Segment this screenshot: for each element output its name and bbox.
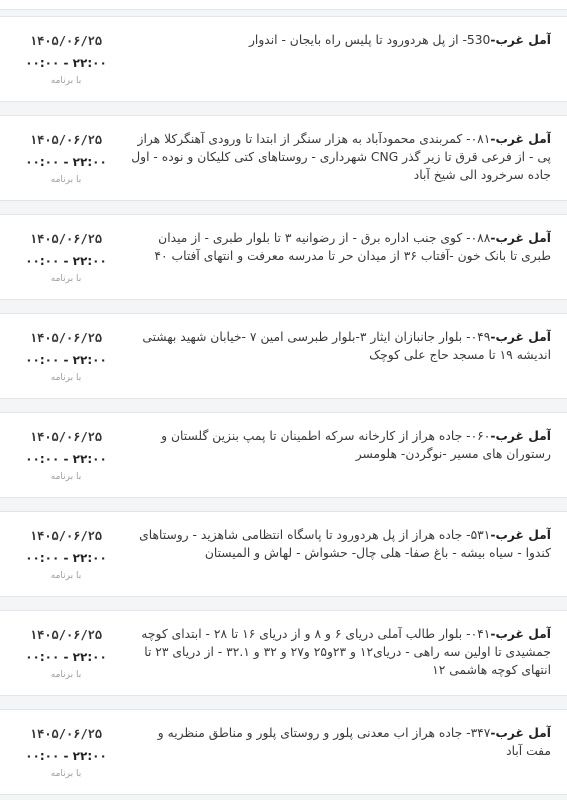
previous-card-edge xyxy=(0,0,567,10)
feeder-code: ۵۳۱ xyxy=(470,528,491,542)
outage-time-range: ۲۲:۰۰ - ۰۰:۰۰ xyxy=(25,56,107,70)
outage-areas: جاده هراز از پل هردورود تا پاسگاه انتظامی شاهزید - روستاهای کندوا - سیاه بیشه - باغ صفا- هلی چال- حشواش - لهاش و المیستان xyxy=(139,528,551,560)
outage-status: با برنامه xyxy=(50,76,82,86)
region-name: آمل غرب xyxy=(495,33,551,47)
outage-card[interactable] xyxy=(0,313,567,399)
outage-card[interactable] xyxy=(0,412,567,498)
outage-meta xyxy=(0,132,132,186)
region-name: آمل غرب xyxy=(495,528,551,542)
outage-date: ۱۴۰۵/۰۶/۲۵ xyxy=(29,628,103,642)
region-name: آمل غرب xyxy=(495,627,551,641)
feeder-code: ۰۸۸ xyxy=(470,231,491,245)
outage-meta xyxy=(0,330,132,384)
outage-card[interactable] xyxy=(0,16,567,102)
outage-status: با برنامه xyxy=(50,274,82,284)
outage-areas: کوی جنب اداره برق - از رضوانیه ۳ تا بلوار طبری - از میدان طبری تا بانک خون -آفتاب ۳۶ از میدان حر تا مدرسه معرفت و انتهای آفتاب ۴۰ xyxy=(154,231,551,263)
outage-description: آمل غرب-۰۸۸- کوی جنب اداره برق - از رضوانیه ۳ تا بلوار طبری - از میدان طبری تا بانک خون -آفتاب ۳۶ از میدان حر تا مدرسه معرفت و انتهای آفتاب ۴۰ xyxy=(154,231,551,263)
outage-card[interactable] xyxy=(0,214,567,300)
outage-meta xyxy=(0,429,132,483)
outage-areas: جاده هراز اب معدنی پلور و روستای پلور و مناطق منظریه و مفت آباد xyxy=(157,726,551,758)
outage-date: ۱۴۰۵/۰۶/۲۵ xyxy=(29,232,103,246)
feeder-code: 530 xyxy=(466,33,491,47)
outage-date: ۱۴۰۵/۰۶/۲۵ xyxy=(29,133,103,147)
outage-meta xyxy=(0,231,132,285)
outage-date: ۱۴۰۵/۰۶/۲۵ xyxy=(29,34,103,48)
outage-description: آمل غرب-530- از پل هردورود تا پلیس راه بایجان - اندوار xyxy=(248,33,551,47)
feeder-code: ۰۴۱ xyxy=(470,627,491,641)
outage-description: آمل غرب-۳۴۷- جاده هراز اب معدنی پلور و روستای پلور و مناطق منظریه و مفت آباد xyxy=(157,726,551,758)
outage-time-range: ۲۲:۰۰ - ۰۰:۰۰ xyxy=(25,353,107,367)
outage-status: با برنامه xyxy=(50,472,82,482)
feeder-code: ۰۸۱ xyxy=(470,132,491,146)
outage-meta xyxy=(0,528,132,582)
outage-meta xyxy=(0,627,132,681)
region-name: آمل غرب xyxy=(495,429,551,443)
outage-time-range: ۲۲:۰۰ - ۰۰:۰۰ xyxy=(25,650,107,664)
outage-areas: کمربندی محمودآباد به هزار سنگر از ابتدا تا ورودی آهنگرکلا هراز پی - از فرعی قرق تا زیر گذر CNG شهرداری - روستاهای کتی کلیکان و نوده - اول جاده سرخرود الی شیخ آباد xyxy=(131,132,551,182)
region-name: آمل غرب xyxy=(495,330,551,344)
outage-time-range: ۲۲:۰۰ - ۰۰:۰۰ xyxy=(25,452,107,466)
outage-status: با برنامه xyxy=(50,670,82,680)
outage-areas: بلوار طالب آملی دریای ۶ و ۸ و از دریای ۱۶ تا ۲۸ - ابتدای کوچه جمشیدی تا اولین سه راهی - دریای۱۲ و ۲۳و۲۵ و۲۷ و ۳۲ و ۳۲.۱ - از دریای ۲۳ تا انتهای کوچه هاشمی ۱۲ xyxy=(141,627,551,677)
outage-time-range: ۲۲:۰۰ - ۰۰:۰۰ xyxy=(25,551,107,565)
outage-meta xyxy=(0,726,132,780)
outage-areas: از پل هردورود تا پلیس راه بایجان - اندوار xyxy=(248,33,459,47)
outage-description: آمل غرب-۰۸۱- کمربندی محمودآباد به هزار سنگر از ابتدا تا ورودی آهنگرکلا هراز پی - از فرعی قرق تا زیر گذر CNG شهرداری - روستاهای کتی کلیکان و نوده - اول جاده سرخرود الی شیخ آباد xyxy=(131,132,551,182)
outage-status: با برنامه xyxy=(50,571,82,581)
outage-status: با برنامه xyxy=(50,373,82,383)
region-name: آمل غرب xyxy=(495,231,551,245)
outage-description: آمل غرب-۰۶۰- جاده هراز از کارخانه سرکه اطمینان تا پمپ بنزین گلستان و رستوران های مسیر -نوگردن- هلومسر xyxy=(161,429,551,461)
outage-date: ۱۴۰۵/۰۶/۲۵ xyxy=(29,430,103,444)
outage-description: آمل غرب-۵۳۱- جاده هراز از پل هردورود تا پاسگاه انتظامی شاهزید - روستاهای کندوا - سیاه بیشه - باغ صفا- هلی چال- حشواش - لهاش و المیستان xyxy=(139,528,551,560)
outage-time-range: ۲۲:۰۰ - ۰۰:۰۰ xyxy=(25,155,107,169)
outage-status: با برنامه xyxy=(50,769,82,779)
feeder-code: ۳۴۷ xyxy=(470,726,491,740)
outage-time-range: ۲۲:۰۰ - ۰۰:۰۰ xyxy=(25,254,107,268)
region-name: آمل غرب xyxy=(495,726,551,740)
outage-date: ۱۴۰۵/۰۶/۲۵ xyxy=(29,727,103,741)
outage-list xyxy=(0,16,567,800)
feeder-code: ۰۴۹ xyxy=(470,330,491,344)
region-name: آمل غرب xyxy=(495,132,551,146)
outage-areas: جاده هراز از کارخانه سرکه اطمینان تا پمپ بنزین گلستان و رستوران های مسیر -نوگردن- هلومسر xyxy=(161,429,551,461)
outage-card[interactable] xyxy=(0,610,567,696)
outage-date: ۱۴۰۵/۰۶/۲۵ xyxy=(29,529,103,543)
outage-time-range: ۲۲:۰۰ - ۰۰:۰۰ xyxy=(25,749,107,763)
outage-description: آمل غرب-۰۴۹- بلوار جانبازان ایثار ۳-بلوار طبرسی امین ۷ -خیابان شهید بهشتی اندیشه ۱۹ تا مسجد حاج علی کوچک xyxy=(142,330,551,362)
outage-meta xyxy=(0,33,132,87)
outage-areas: بلوار جانبازان ایثار ۳-بلوار طبرسی امین ۷ -خیابان شهید بهشتی اندیشه ۱۹ تا مسجد حاج علی کوچک xyxy=(142,330,551,362)
outage-description: آمل غرب-۰۴۱- بلوار طالب آملی دریای ۶ و ۸ و از دریای ۱۶ تا ۲۸ - ابتدای کوچه جمشیدی تا اولین سه راهی - دریای۱۲ و ۲۳و۲۵ و۲۷ و ۳۲ و ۳۲.۱ - از دریای ۲۳ تا انتهای کوچه هاشمی ۱۲ xyxy=(141,627,551,677)
outage-card[interactable] xyxy=(0,115,567,201)
outage-date: ۱۴۰۵/۰۶/۲۵ xyxy=(29,331,103,345)
outage-status: با برنامه xyxy=(50,175,82,185)
feeder-code: ۰۶۰ xyxy=(470,429,491,443)
outage-card[interactable] xyxy=(0,511,567,597)
outage-card[interactable] xyxy=(0,709,567,795)
